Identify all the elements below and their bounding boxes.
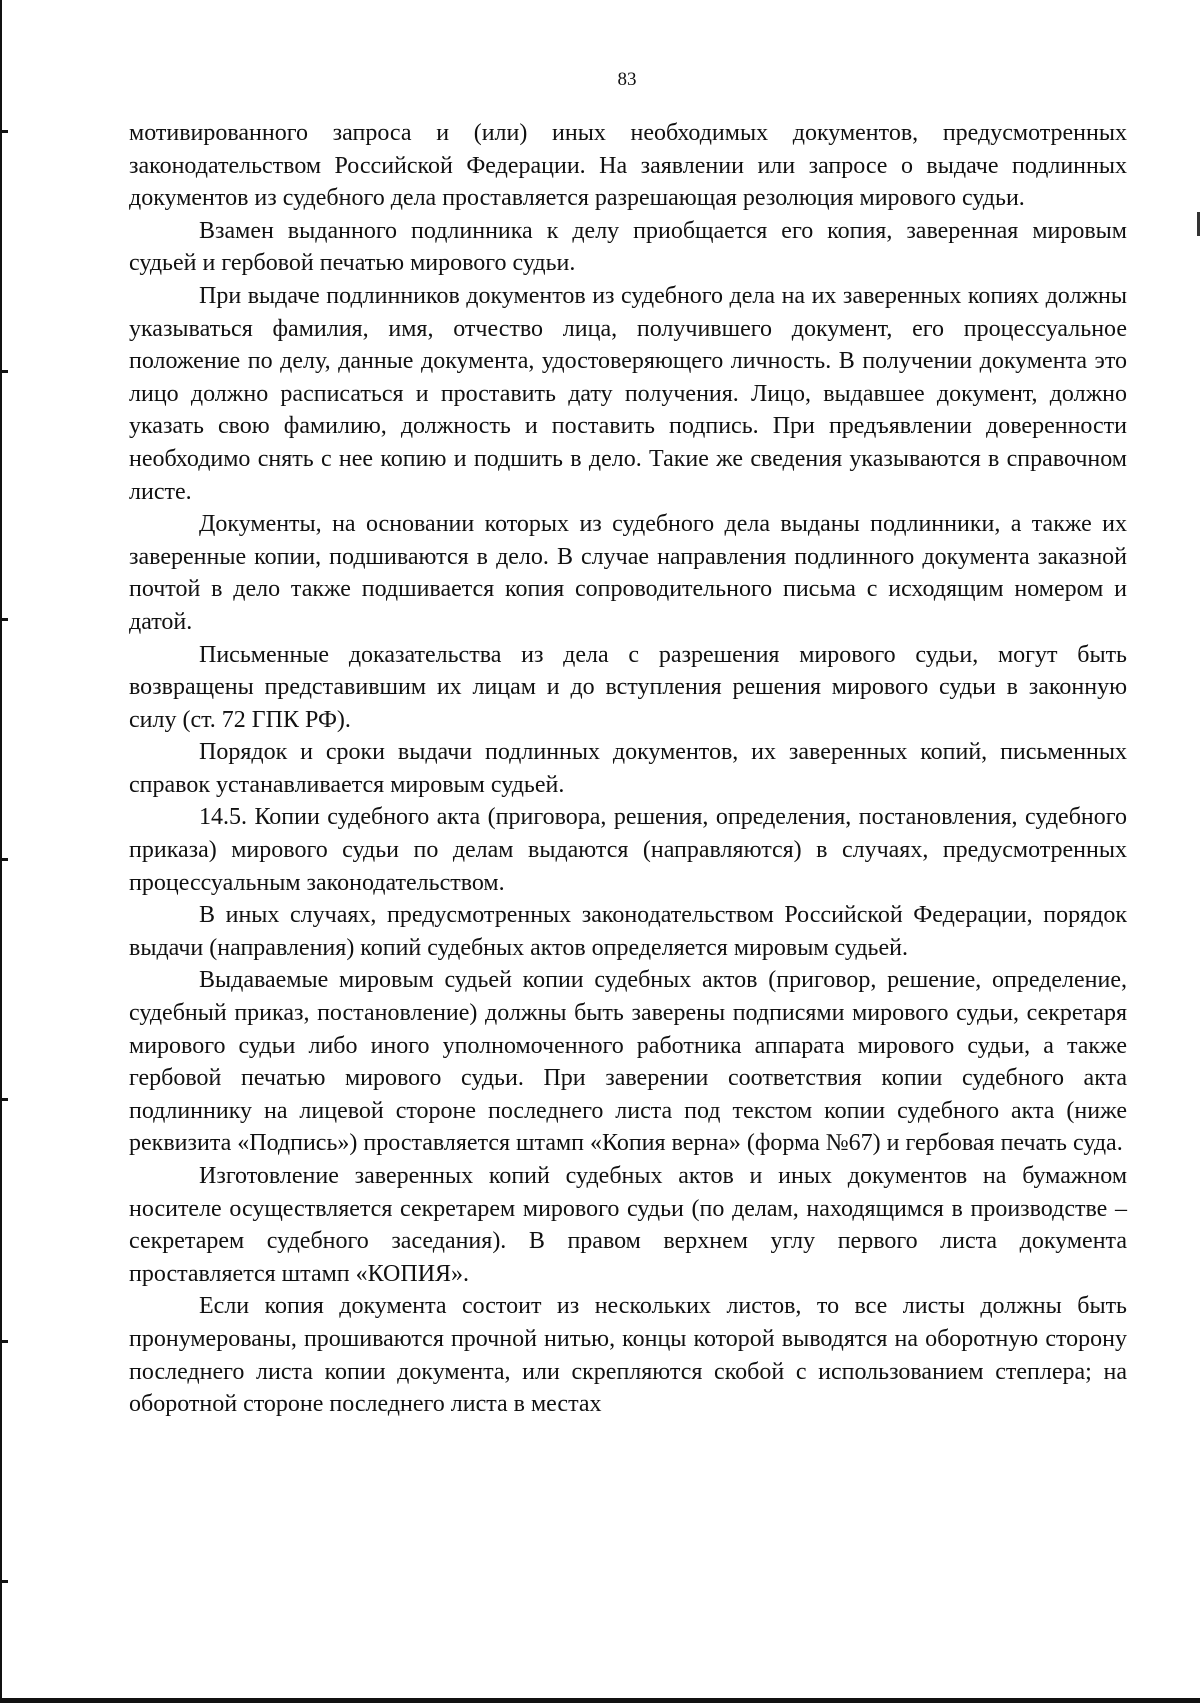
paragraph: Письменные доказательства из дела с разрешения мирового судьи, могут быть возвращены представившим их лицам и до вступления решения мирового судьи в законную силу (ст. 72 ГПК РФ). (129, 641, 1127, 733)
paragraph: Если копия документа состоит из нескольких листов, то все листы должны быть пронумерованы, прошиваются прочной нитью, концы которой выводятся на оборотную сторону последнего листа копии документа, или скрепляются скобой с использованием степлера; на оборотной стороне последнего листа в местах (129, 1293, 1127, 1418)
scan-edge-mark (0, 1580, 8, 1583)
paragraph: При выдаче подлинников документов из судебного дела на их заверенных копиях должны указываться фамилия, имя, отчество лица, получившего документ, его процессуальное положение по делу, данные документа, удостоверяющего личность. В получении документа это лицо должно расписаться и проставить дату получения. Лицо, выдавшее документ, должно указать свою фамилию, должность и поставить подпись. При предъявлении доверенности необходимо снять с нее копию и подшить в дело. Такие же сведения указываются в справочном листе. (129, 282, 1127, 505)
paragraph-section-14-5: 14.5. Копии судебного акта (приговора, решения, определения, постановления, судебного приказа) мирового судьи по делам выдаются (направляются) в случаях, предусмотренных процессуальным законодательством. (129, 804, 1127, 896)
paragraph-continuation: мотивированного запроса и (или) иных необходимых документов, предусмотренных законодательством Российской Федерации. На заявлении или запросе о выдаче подлинных документов из судебного дела проставляется разрешающая резолюция мирового судьи. (129, 120, 1127, 212)
paragraph: Изготовление заверенных копий судебных актов и иных документов на бумажном носителе осуществляется секретарем мирового судьи (по делам, находящимся в производстве – секретарем судебного заседания). В правом верхнем углу первого листа документа проставляется штамп «КОПИЯ». (129, 1163, 1127, 1287)
scan-edge-mark (0, 1340, 8, 1343)
scan-left-edge (0, 0, 2, 1703)
document-body (129, 117, 1127, 1421)
scan-edge-mark (0, 370, 8, 373)
paragraph: В иных случаях, предусмотренных законодательством Российской Федерации, порядок выдачи (направления) копий судебных актов определяется мировым судьей. (129, 902, 1127, 961)
scan-edge-mark (0, 618, 8, 621)
scan-edge-mark (0, 858, 8, 861)
paragraph: Выдаваемые мировым судьей копии судебных актов (приговор, решение, определение, судебный приказ, постановление) должны быть заверены подписями мирового судьи, секретаря мирового судьи либо иного уполномоченного работника аппарата мирового судьи, а также гербовой печатью мирового судьи. При заверении соответствия копии судебного акта подлиннику на лицевой стороне последнего листа под текстом копии судебного акта (ниже реквизита «Подпись») проставляется штамп «Копия верна» (форма №67) и гербовая печать суда. (129, 967, 1127, 1157)
scan-edge-mark (0, 1098, 8, 1101)
scan-bottom-edge (0, 1698, 1200, 1703)
paragraph: Взамен выданного подлинника к делу приобщается его копия, заверенная мировым судьей и гербовой печатью мирового судьи. (129, 217, 1127, 277)
page-number: 83 (617, 69, 637, 90)
scan-edge-mark (0, 130, 8, 133)
paragraph: Документы, на основании которых из судебного дела выданы подлинники, а также их заверенные копии, подшиваются в дело. В случае направления подлинного документа заказной почтой в дело также подшивается копия сопроводительного письма с исходящим номером и датой. (129, 511, 1127, 635)
paragraph: Порядок и сроки выдачи подлинных документов, их заверенных копий, письменных справок устанавливается мировым судьей. (129, 739, 1127, 798)
